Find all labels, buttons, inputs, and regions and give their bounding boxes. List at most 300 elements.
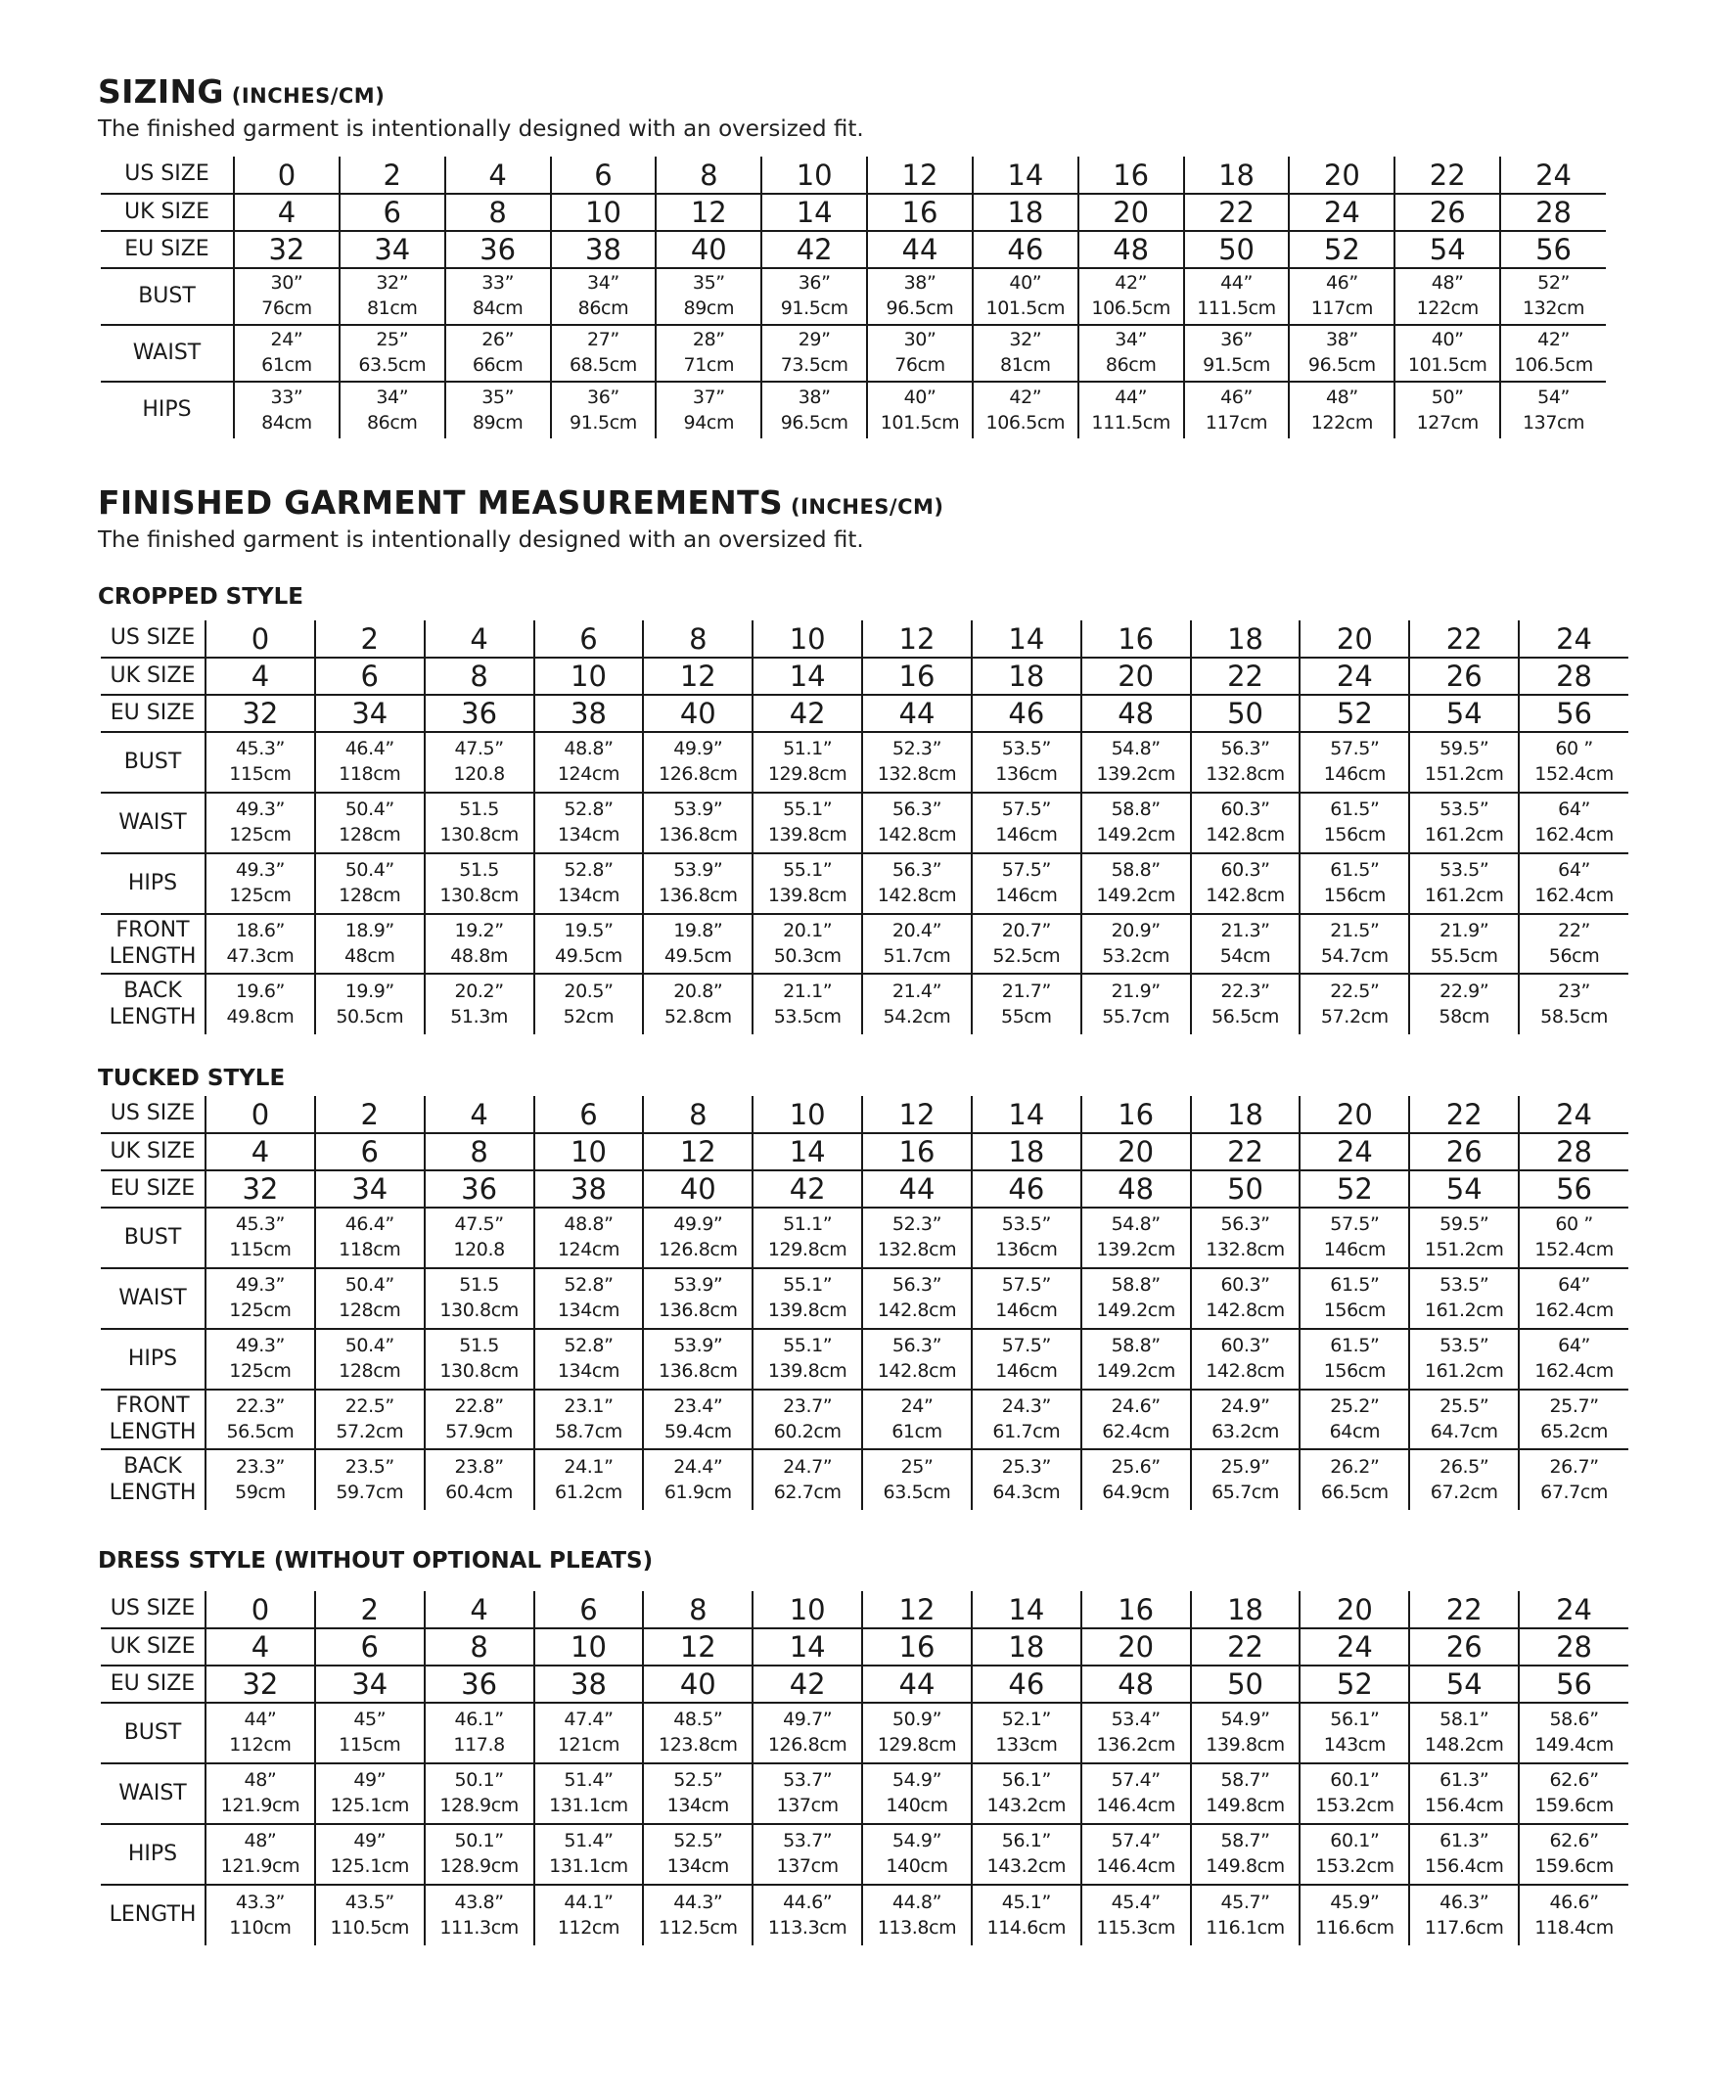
inches-value: 24” (900, 1394, 934, 1417)
row-label (101, 1824, 206, 1885)
size-row-eu-size (101, 1666, 1628, 1703)
inches-value: 49.3” (235, 859, 285, 882)
cm-value: 126.8cm (659, 763, 738, 785)
inches-value: 46.1” (454, 1709, 504, 1731)
size-cell: 12 (643, 1628, 753, 1666)
inches-value: 53.5” (1439, 799, 1489, 821)
size-cell: 4 (445, 157, 551, 194)
cm-value: 52cm (563, 1005, 615, 1027)
inches-value: 26” (481, 329, 515, 351)
measure-cell (445, 382, 551, 438)
size-cell: 4 (425, 1591, 534, 1628)
measure-cell (1500, 382, 1606, 438)
cm-value: 52.8cm (663, 1005, 732, 1027)
measure-cell (1409, 974, 1519, 1034)
measure-cell (445, 268, 551, 325)
inches-value: 64” (1558, 1335, 1590, 1357)
size-cell: 54 (1409, 1170, 1519, 1208)
size-cell: 12 (862, 620, 972, 658)
size-cell: 2 (315, 1591, 425, 1628)
measure-cell (643, 1703, 753, 1763)
measure-row-waist (101, 793, 1628, 853)
cm-value: 162.4cm (1534, 885, 1614, 906)
measure-cell (1289, 325, 1394, 382)
cm-value: 54.7cm (1320, 944, 1389, 967)
measure-cell (1519, 1449, 1628, 1510)
measure-cell (643, 1268, 753, 1329)
measure-cell (656, 268, 761, 325)
cm-value: 101.5cm (880, 411, 960, 434)
inches-value: 48” (244, 1830, 277, 1852)
inches-value: 20.2” (454, 980, 504, 1002)
cm-value: 128cm (339, 885, 401, 906)
row-label-line: LENGTH (109, 943, 197, 969)
size-cell: 16 (862, 658, 972, 695)
inches-value: 32” (1009, 329, 1042, 351)
inches-value: 61.5” (1330, 1274, 1380, 1297)
cm-value: 153.2cm (1315, 1855, 1394, 1877)
cm-value: 62.7cm (773, 1481, 842, 1503)
cm-value: 91.5cm (570, 411, 637, 434)
cm-value: 111.5cm (1091, 411, 1170, 434)
inches-value: 34” (587, 272, 619, 295)
row-label: EU SIZE (101, 1170, 206, 1208)
size-cell: 16 (1081, 1096, 1191, 1133)
inches-value: 46.3” (1439, 1891, 1489, 1913)
measure-row-bust (101, 732, 1628, 793)
inches-value: 22.3” (1220, 980, 1270, 1002)
measure-cell (753, 914, 862, 974)
row-label: UK SIZE (101, 194, 234, 231)
inches-value: 54.9” (891, 1830, 942, 1852)
inches-value: 19.8” (673, 919, 723, 941)
inches-value: 25.7” (1549, 1394, 1599, 1417)
size-cell: 32 (206, 1170, 315, 1208)
inches-value: 36” (587, 386, 619, 408)
cm-value: 91.5cm (780, 297, 848, 319)
inches-value: 45.3” (235, 738, 285, 760)
size-cell: 28 (1519, 1133, 1628, 1170)
inches-value: 50.4” (344, 799, 394, 821)
cm-value: 112cm (229, 1734, 292, 1756)
measure-cell (1519, 1329, 1628, 1390)
inches-value: 48.8” (564, 1213, 614, 1236)
measure-cell (206, 1449, 315, 1510)
cm-value: 96.5cm (780, 411, 848, 434)
measure-cell (425, 1208, 534, 1268)
size-cell: 4 (206, 1628, 315, 1666)
cm-value: 131.1cm (549, 1855, 628, 1877)
inches-value: 61.3” (1439, 1769, 1489, 1792)
cm-value: 81cm (366, 297, 418, 319)
cm-value: 162.4cm (1534, 824, 1614, 845)
size-cell: 52 (1300, 1666, 1409, 1703)
measure-cell (753, 1390, 862, 1449)
cm-value: 146.4cm (1096, 1855, 1175, 1877)
cm-value: 132cm (1522, 297, 1585, 319)
inches-value: 58.8” (1111, 799, 1161, 821)
cm-value: 86cm (366, 411, 418, 434)
measure-cell (761, 268, 867, 325)
row-label-line: BUST (123, 749, 182, 774)
cm-value: 115.3cm (1096, 1916, 1175, 1939)
inches-value: 25.6” (1111, 1455, 1161, 1478)
size-cell: 26 (1409, 1628, 1519, 1666)
size-cell: 56 (1519, 1170, 1628, 1208)
cm-value: 152.4cm (1534, 763, 1614, 785)
measure-cell (206, 974, 315, 1034)
cm-value: 54.2cm (883, 1005, 951, 1027)
inches-value: 23.3” (235, 1455, 285, 1478)
inches-value: 51.5 (459, 859, 499, 882)
cm-value: 49.8cm (226, 1005, 295, 1027)
size-cell: 50 (1191, 695, 1301, 732)
measure-cell (1409, 1824, 1519, 1885)
measure-cell (1078, 382, 1184, 438)
finished-unit-note: (INCHES/CM) (790, 495, 944, 519)
measure-row-bust (101, 1703, 1628, 1763)
measure-cell (1300, 974, 1409, 1034)
inches-value: 57.5” (1001, 859, 1051, 882)
inches-value: 24” (270, 329, 303, 351)
cm-value: 60.2cm (773, 1420, 842, 1442)
measure-cell (972, 1885, 1081, 1945)
inches-value: 53.7” (783, 1769, 833, 1792)
measure-cell (972, 853, 1081, 914)
measure-cell (1409, 1329, 1519, 1390)
cm-value: 128.9cm (439, 1855, 519, 1877)
cm-value: 134cm (666, 1795, 729, 1816)
cm-value: 124cm (557, 763, 620, 785)
cm-value: 128cm (339, 1360, 401, 1382)
sizing-title: SIZING (98, 72, 224, 111)
measure-cell (862, 1329, 972, 1390)
inches-value: 60 ” (1555, 1213, 1593, 1236)
cm-value: 161.2cm (1424, 1300, 1504, 1321)
measure-cell (1081, 732, 1191, 793)
inches-value: 58.7” (1220, 1830, 1270, 1852)
measure-cell (656, 325, 761, 382)
inches-value: 23.1” (564, 1394, 614, 1417)
row-label (101, 1763, 206, 1824)
size-cell: 46 (972, 695, 1081, 732)
cm-value: 86cm (577, 297, 629, 319)
row-label: UK SIZE (101, 1628, 206, 1666)
inches-value: 26.2” (1330, 1455, 1380, 1478)
cm-value: 139.2cm (1096, 763, 1175, 785)
cm-value: 81cm (1000, 354, 1051, 376)
inches-value: 23” (1558, 980, 1590, 1002)
measure-cell (1191, 853, 1301, 914)
cm-value: 130.8cm (439, 885, 519, 906)
inches-value: 21.9” (1439, 919, 1489, 941)
cm-value: 113.3cm (767, 1916, 847, 1939)
cm-value: 61cm (891, 1420, 942, 1442)
cm-value: 76cm (261, 297, 312, 319)
inches-value: 33” (270, 386, 303, 408)
inches-value: 22.5” (1330, 980, 1380, 1002)
inches-value: 52” (1537, 272, 1570, 295)
inches-value: 30” (270, 272, 303, 295)
size-cell: 38 (551, 231, 657, 268)
cm-value: 142.8cm (1206, 885, 1285, 906)
measure-cell (1519, 732, 1628, 793)
measure-cell (340, 382, 445, 438)
measure-cell (973, 382, 1078, 438)
size-cell: 6 (534, 1591, 644, 1628)
inches-value: 44” (1115, 386, 1148, 408)
size-cell: 12 (862, 1096, 972, 1133)
inches-value: 24.9” (1220, 1394, 1270, 1417)
cm-value: 111.5cm (1197, 297, 1276, 319)
row-label: US SIZE (101, 1591, 206, 1628)
size-cell: 16 (1081, 620, 1191, 658)
cm-value: 129.8cm (767, 763, 847, 785)
size-cell: 16 (1078, 157, 1184, 194)
cm-value: 136.2cm (1096, 1734, 1175, 1756)
inches-value: 46” (1325, 272, 1358, 295)
inches-value: 20.1” (783, 919, 833, 941)
measure-cell (1519, 1824, 1628, 1885)
sizing-description: The finished garment is intentionally designed with an oversized fit. (98, 116, 864, 142)
cm-value: 116.1cm (1206, 1916, 1285, 1939)
cm-value: 121.9cm (220, 1795, 300, 1816)
inches-value: 61.5” (1330, 799, 1380, 821)
measure-cell (206, 1824, 315, 1885)
size-cell: 4 (206, 1133, 315, 1170)
measure-cell (753, 1763, 862, 1824)
measure-cell (1409, 1703, 1519, 1763)
measure-cell (1078, 268, 1184, 325)
inches-value: 49” (353, 1830, 387, 1852)
cm-value: 156.4cm (1424, 1795, 1504, 1816)
measure-cell (753, 1449, 862, 1510)
measure-cell (1409, 1390, 1519, 1449)
size-cell: 54 (1409, 1666, 1519, 1703)
inches-value: 45.3” (235, 1213, 285, 1236)
cm-value: 153.2cm (1315, 1795, 1394, 1816)
inches-value: 21.4” (891, 980, 942, 1002)
cm-value: 136.8cm (659, 885, 738, 906)
measure-cell (206, 1329, 315, 1390)
inches-value: 42” (1115, 272, 1148, 295)
inches-value: 56.1” (1001, 1769, 1051, 1792)
inches-value: 53.5” (1001, 738, 1051, 760)
cm-value: 96.5cm (886, 297, 954, 319)
inches-value: 20.7” (1001, 919, 1051, 941)
cm-value: 134cm (557, 885, 620, 906)
size-cell: 44 (862, 695, 972, 732)
cm-value: 125cm (229, 824, 292, 845)
inches-value: 51.5 (459, 799, 499, 821)
inches-value: 45” (353, 1709, 387, 1731)
inches-value: 20.5” (564, 980, 614, 1002)
inches-value: 22” (1558, 919, 1590, 941)
size-cell: 20 (1300, 1591, 1409, 1628)
inches-value: 22.9” (1439, 980, 1489, 1002)
size-cell: 6 (315, 1133, 425, 1170)
row-label: US SIZE (101, 157, 234, 194)
cm-value: 55.5cm (1430, 944, 1498, 967)
cm-value: 84cm (261, 411, 312, 434)
measure-cell (551, 325, 657, 382)
measure-cell (1300, 914, 1409, 974)
row-label (101, 732, 206, 793)
size-cell: 22 (1184, 194, 1290, 231)
measure-cell (1409, 1268, 1519, 1329)
measure-cell (1081, 1329, 1191, 1390)
cm-value: 118.4cm (1534, 1916, 1614, 1939)
inches-value: 55.1” (783, 799, 833, 821)
measure-cell (753, 974, 862, 1034)
measure-cell (315, 1268, 425, 1329)
measure-cell (643, 1449, 753, 1510)
size-cell: 36 (445, 231, 551, 268)
inches-value: 60.3” (1220, 1274, 1270, 1297)
inches-value: 28” (692, 329, 725, 351)
measure-cell (1184, 325, 1290, 382)
inches-value: 51.4” (564, 1830, 614, 1852)
cm-value: 56.5cm (226, 1420, 295, 1442)
size-cell: 4 (425, 620, 534, 658)
dress-title: DRESS STYLE (WITHOUT OPTIONAL PLEATS) (98, 1548, 654, 1574)
cm-value: 156cm (1323, 885, 1386, 906)
measure-cell (234, 382, 340, 438)
inches-value: 36” (1220, 329, 1253, 351)
inches-value: 60.1” (1330, 1769, 1380, 1792)
row-label-line: BUST (123, 1719, 182, 1745)
size-cell: 26 (1409, 658, 1519, 695)
size-cell: 22 (1409, 1591, 1519, 1628)
inches-value: 25.3” (1001, 1455, 1051, 1478)
size-cell: 26 (1409, 1133, 1519, 1170)
size-cell: 6 (534, 1096, 644, 1133)
cm-value: 56cm (1548, 944, 1600, 967)
inches-value: 57.5” (1001, 1335, 1051, 1357)
cm-value: 125cm (229, 885, 292, 906)
inches-value: 47.4” (564, 1709, 614, 1731)
inches-value: 58.8” (1111, 1274, 1161, 1297)
size-cell: 34 (315, 1170, 425, 1208)
measure-row-front-length (101, 914, 1628, 974)
finished-heading (98, 483, 944, 522)
measure-cell (1409, 1449, 1519, 1510)
row-label: UK SIZE (101, 658, 206, 695)
inches-value: 50.9” (891, 1709, 942, 1731)
measure-row-front-length (101, 1390, 1628, 1449)
cm-value: 63.5cm (358, 354, 427, 376)
cm-value: 121cm (557, 1734, 620, 1756)
cm-value: 130.8cm (439, 824, 519, 845)
inches-value: 48” (1431, 272, 1464, 295)
cm-value: 151.2cm (1424, 763, 1504, 785)
inches-value: 40” (1431, 329, 1464, 351)
measure-cell (753, 732, 862, 793)
inches-value: 58.1” (1439, 1709, 1489, 1731)
inches-value: 60.1” (1330, 1830, 1380, 1852)
inches-value: 59.5” (1439, 1213, 1489, 1236)
row-label-line: HIPS (127, 870, 178, 895)
cm-value: 142.8cm (1206, 824, 1285, 845)
measure-cell (534, 1329, 644, 1390)
inches-value: 48.5” (673, 1709, 723, 1731)
inches-value: 53.5” (1439, 1274, 1489, 1297)
cm-value: 65.2cm (1540, 1420, 1608, 1442)
cm-value: 68.5cm (570, 354, 637, 376)
measure-cell (206, 1390, 315, 1449)
inches-value: 37” (692, 386, 725, 408)
inches-value: 49.7” (783, 1709, 833, 1731)
size-cell: 18 (972, 1133, 1081, 1170)
cm-value: 52.5cm (992, 944, 1061, 967)
size-cell: 34 (315, 1666, 425, 1703)
measure-cell (534, 1390, 644, 1449)
measure-cell (315, 1824, 425, 1885)
inches-value: 26.7” (1549, 1455, 1599, 1478)
measure-cell (1519, 974, 1628, 1034)
inches-value: 49” (353, 1769, 387, 1792)
size-cell: 24 (1519, 1096, 1628, 1133)
measure-cell (425, 1390, 534, 1449)
cm-value: 54cm (1219, 944, 1271, 967)
cm-value: 128cm (339, 1300, 401, 1321)
measure-row-back-length (101, 974, 1628, 1034)
size-cell: 8 (656, 157, 761, 194)
inches-value: 62.6” (1549, 1830, 1599, 1852)
row-label (101, 1703, 206, 1763)
inches-value: 45.7” (1220, 1891, 1270, 1913)
inches-value: 32” (376, 272, 409, 295)
cm-value: 47.3cm (226, 944, 295, 967)
cm-value: 110cm (229, 1916, 292, 1939)
cm-value: 48cm (343, 944, 395, 967)
measure-cell (206, 1268, 315, 1329)
measure-cell (1409, 1208, 1519, 1268)
inches-value: 58.7” (1220, 1769, 1270, 1792)
inches-value: 53.5” (1439, 1335, 1489, 1357)
size-cell: 8 (425, 1133, 534, 1170)
cm-value: 63.5cm (883, 1481, 951, 1503)
inches-value: 23.8” (454, 1455, 504, 1478)
size-cell: 38 (534, 1666, 644, 1703)
measure-cell (425, 732, 534, 793)
row-label-line: HIPS (127, 1841, 178, 1866)
measure-cell (972, 1268, 1081, 1329)
size-cell: 16 (862, 1133, 972, 1170)
inches-value: 21.7” (1001, 980, 1051, 1002)
measure-cell (1191, 1208, 1301, 1268)
measure-cell (534, 793, 644, 853)
size-cell: 20 (1081, 1133, 1191, 1170)
inches-value: 53.9” (673, 1274, 723, 1297)
measure-cell (425, 1885, 534, 1945)
inches-value: 44.6” (783, 1891, 833, 1913)
size-cell: 50 (1191, 1666, 1301, 1703)
cm-value: 122cm (1416, 297, 1479, 319)
inches-value: 58.8” (1111, 1335, 1161, 1357)
size-cell: 54 (1409, 695, 1519, 732)
measure-row-bust (101, 1208, 1628, 1268)
inches-value: 20.9” (1111, 919, 1161, 941)
size-cell: 16 (1081, 1591, 1191, 1628)
measure-cell (1081, 853, 1191, 914)
inches-value: 44.3” (673, 1891, 723, 1913)
row-label-line: HIPS (127, 1346, 178, 1371)
measure-cell (1081, 1763, 1191, 1824)
size-cell: 10 (534, 1133, 644, 1170)
cm-value: 67.2cm (1430, 1481, 1498, 1503)
size-cell: 0 (206, 1591, 315, 1628)
